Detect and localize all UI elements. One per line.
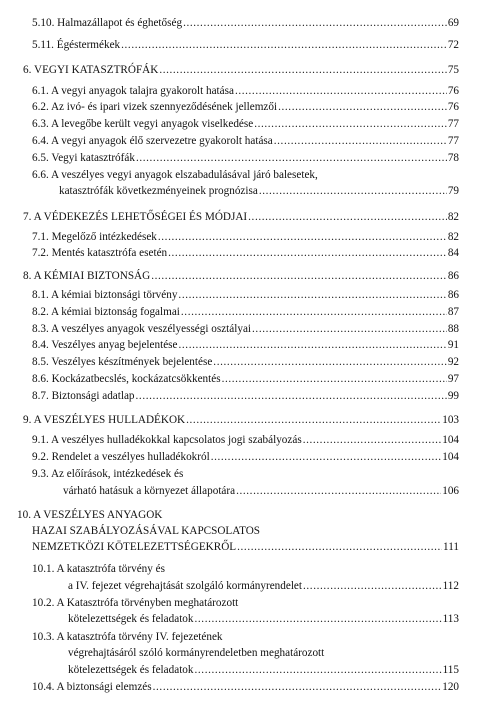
toc-entry-label: 5.10. Halmazállapot és éghetőség: [32, 17, 183, 29]
toc-entry-10-2-line-1: [0, 595, 489, 611]
toc-entry-label: 6.3. A levegőbe került vegyi anyagok viselkedése: [32, 118, 254, 130]
toc-page-number: 104: [442, 434, 459, 446]
toc-entry-10-3-line-1: [0, 629, 489, 645]
toc-entry-8-6: [0, 371, 489, 387]
toc-page-number: 106: [442, 485, 459, 497]
toc-leader-dots: [236, 483, 441, 499]
toc-entry-6-6-line-1: [0, 167, 489, 183]
toc-chapter-label-continued: NEMZETKÖZI KÖTELEZETTSÉGEKRŐL: [32, 541, 237, 553]
toc-entry-label: 8.6. Kockázatbecslés, kockázatcsökkentés: [32, 373, 221, 385]
toc-page-number: 104: [442, 451, 459, 463]
toc-entry-label: 6.2. Az ivó- és ipari vizek szennyeződésének jellemzői: [32, 101, 278, 113]
toc-leader-dots: [237, 539, 442, 555]
toc-page-number: 69: [447, 17, 459, 29]
toc-entry-6-5: [0, 150, 489, 166]
toc-page-number: 76: [447, 101, 459, 113]
toc-page-number: 77: [447, 118, 459, 130]
toc-entry-label: 7.2. Mentés katasztrófa esetén: [32, 247, 168, 259]
toc-chapter-10: [0, 539, 489, 555]
toc-entry-label-continued: végrehajtásáról szóló kormányrendeletben meghatározott: [68, 647, 325, 659]
toc-entry-9-3: [0, 483, 489, 499]
toc-entry-label: 10.4. A biztonsági elemzés: [32, 681, 152, 693]
toc-page-number: 91: [447, 339, 459, 351]
toc-leader-dots: [259, 183, 447, 199]
toc-chapter-7: [0, 209, 489, 225]
toc-page-number: 78: [447, 152, 459, 164]
toc-entry-label: 6.6. A veszélyes vegyi anyagok elszabadulásával járó balesetek,: [32, 169, 318, 181]
toc-leader-dots: [213, 354, 447, 370]
toc-entry-9-1: [0, 432, 489, 448]
toc-page-number: 79: [447, 185, 459, 197]
toc-entry-label: 9.1. A veszélyes hulladékokkal kapcsolatos jogi szabályozás: [32, 434, 302, 446]
toc-leader-dots: [195, 662, 442, 678]
toc-leader-dots: [252, 321, 447, 337]
toc-entry-label: 10.3. A katasztrófa törvény IV. fejezetének: [32, 631, 223, 643]
toc-leader-dots: [136, 150, 447, 166]
toc-leader-dots: [136, 388, 447, 404]
toc-page-number: 72: [447, 39, 459, 51]
toc-chapter-9: [0, 412, 489, 428]
toc-page-number: 97: [447, 373, 459, 385]
toc-leader-dots: [211, 449, 442, 465]
toc-chapter-label: 10. A VESZÉLYES ANYAGOK: [17, 509, 163, 521]
toc-entry-label: 8.4. Veszélyes anyag bejelentése: [32, 339, 178, 351]
toc-chapter-6: [0, 62, 489, 78]
toc-entry-6-1: [0, 83, 489, 99]
toc-entry-label: 8.7. Biztonsági adatlap: [32, 390, 135, 402]
toc-page-number: 82: [447, 211, 459, 223]
toc-entry-label: 10.1. A katasztrófa törvény és: [32, 563, 165, 575]
toc-page-number: 99: [447, 390, 459, 402]
toc-leader-dots: [151, 268, 447, 284]
toc-leader-dots: [179, 337, 447, 353]
toc-page-number: 84: [447, 247, 459, 259]
toc-entry-label: 8.3. A veszélyes anyagok veszélyességi osztályai: [32, 323, 252, 335]
toc-leader-dots: [248, 209, 447, 225]
toc-leader-dots: [235, 83, 447, 99]
toc-page-number: 82: [447, 231, 459, 243]
toc-entry-label: 10.2. A Katasztrófa törvényben meghatározott: [32, 597, 239, 609]
toc-entry-6-6: [0, 183, 489, 199]
toc-page-number: 111: [443, 541, 459, 553]
toc-chapter-label: 7. A VÉDEKEZÉS LEHETŐSÉGEI ÉS MÓDJAI: [23, 211, 248, 223]
toc-leader-dots: [181, 304, 447, 320]
toc-leader-dots: [159, 62, 446, 78]
toc-entry-label-continued: kötelezettségek és feladatok: [68, 664, 194, 676]
toc-entry-8-2: [0, 304, 489, 320]
toc-leader-dots: [303, 432, 442, 448]
toc-leader-dots: [183, 15, 447, 31]
toc-leader-dots: [195, 611, 442, 627]
toc-leader-dots: [278, 99, 447, 115]
toc-page-number: 86: [447, 270, 459, 282]
toc-entry-7-2: [0, 245, 489, 261]
toc-page-number: 112: [442, 580, 459, 592]
toc-entry-label: 7.1. Megelőző intézkedések: [32, 231, 157, 243]
toc-page-number: 120: [442, 681, 459, 693]
toc-leader-dots: [303, 578, 442, 594]
toc-entry-8-4: [0, 337, 489, 353]
toc-entry-9-2: [0, 449, 489, 465]
toc-entry-label: 9.3. Az előírások, intézkedések és: [32, 468, 184, 480]
toc-entry-label: 6.4. A vegyi anyagok élő szervezetre gyakorolt hatása: [32, 135, 273, 147]
toc-entry-10-1: [0, 578, 489, 594]
toc-entry-label: 9.2. Rendelet a veszélyes hulladékokról: [32, 451, 210, 463]
toc-entry-label: 8.1. A kémiai biztonsági törvény: [32, 289, 178, 301]
toc-chapter-label: 9. A VESZÉLYES HULLADÉKOK: [23, 414, 186, 426]
toc-chapter-10-line-2: [0, 523, 489, 539]
toc-page-number: 115: [442, 664, 459, 676]
toc-chapter-10-line-1: [0, 507, 489, 523]
toc-entry-6-3: [0, 116, 489, 132]
toc-leader-dots: [121, 37, 447, 53]
toc-entry-6-4: [0, 133, 489, 149]
toc-chapter-label: 8. A KÉMIAI BIZTONSÁG: [23, 270, 151, 282]
toc-entry-8-1: [0, 287, 489, 303]
toc-entry-label-continued: a IV. fejezet végrehajtását szolgáló kormányrendelet: [68, 580, 303, 592]
toc-entry-5-11: [0, 37, 489, 53]
toc-entry-label-continued: katasztrófák következményeinek prognózisa: [59, 185, 258, 197]
toc-leader-dots: [186, 412, 441, 428]
toc-entry-10-3: [0, 662, 489, 678]
toc-chapter-label-continued: HAZAI SZABÁLYOZÁSÁVAL KAPCSOLATOS: [32, 525, 261, 537]
toc-leader-dots: [158, 229, 447, 245]
toc-page-number: 76: [447, 85, 459, 97]
toc-entry-label: 8.2. A kémiai biztonság fogalmai: [32, 306, 180, 318]
toc-entry-5-10: [0, 15, 489, 31]
toc-page-number: 113: [442, 613, 459, 625]
toc-leader-dots: [254, 116, 447, 132]
toc-leader-dots: [274, 133, 447, 149]
toc-entry-label: 8.5. Veszélyes készítmények bejelentése: [32, 356, 213, 368]
toc-entry-label-continued: kötelezettségek és feladatok: [68, 613, 194, 625]
toc-entry-10-4: [0, 679, 489, 695]
toc-leader-dots: [153, 679, 442, 695]
toc-entry-label: 6.1. A vegyi anyagok talajra gyakorolt hatása: [32, 85, 234, 97]
toc-page-number: 87: [447, 306, 459, 318]
toc-chapter-label: 6. VEGYI KATASZTRÓFÁK: [23, 64, 159, 76]
toc-leader-dots: [222, 371, 447, 387]
toc-page-number: 77: [447, 135, 459, 147]
toc-entry-8-5: [0, 354, 489, 370]
toc-chapter-8: [0, 268, 489, 284]
toc-entry-9-3-line-1: [0, 466, 489, 482]
toc-entry-10-2: [0, 611, 489, 627]
toc-entry-label: 6.5. Vegyi katasztrófák: [32, 152, 135, 164]
toc-leader-dots: [178, 287, 446, 303]
toc-entry-10-3-line-2: [0, 645, 489, 661]
toc-entry-label-continued: várható hatásuk a környezet állapotára: [63, 485, 236, 497]
toc-entry-10-1-line-1: [0, 561, 489, 577]
toc-page-number: 86: [447, 289, 459, 301]
toc-page-number: 75: [447, 64, 459, 76]
toc-entry-6-2: [0, 99, 489, 115]
toc-entry-8-7: [0, 388, 489, 404]
toc-page-number: 103: [442, 414, 459, 426]
toc-entry-8-3: [0, 321, 489, 337]
toc-entry-label: 5.11. Égéstermékek: [32, 39, 121, 51]
toc-page-number: 88: [447, 323, 459, 335]
toc-entry-7-1: [0, 229, 489, 245]
toc-leader-dots: [168, 245, 447, 261]
toc-page-number: 92: [447, 356, 459, 368]
